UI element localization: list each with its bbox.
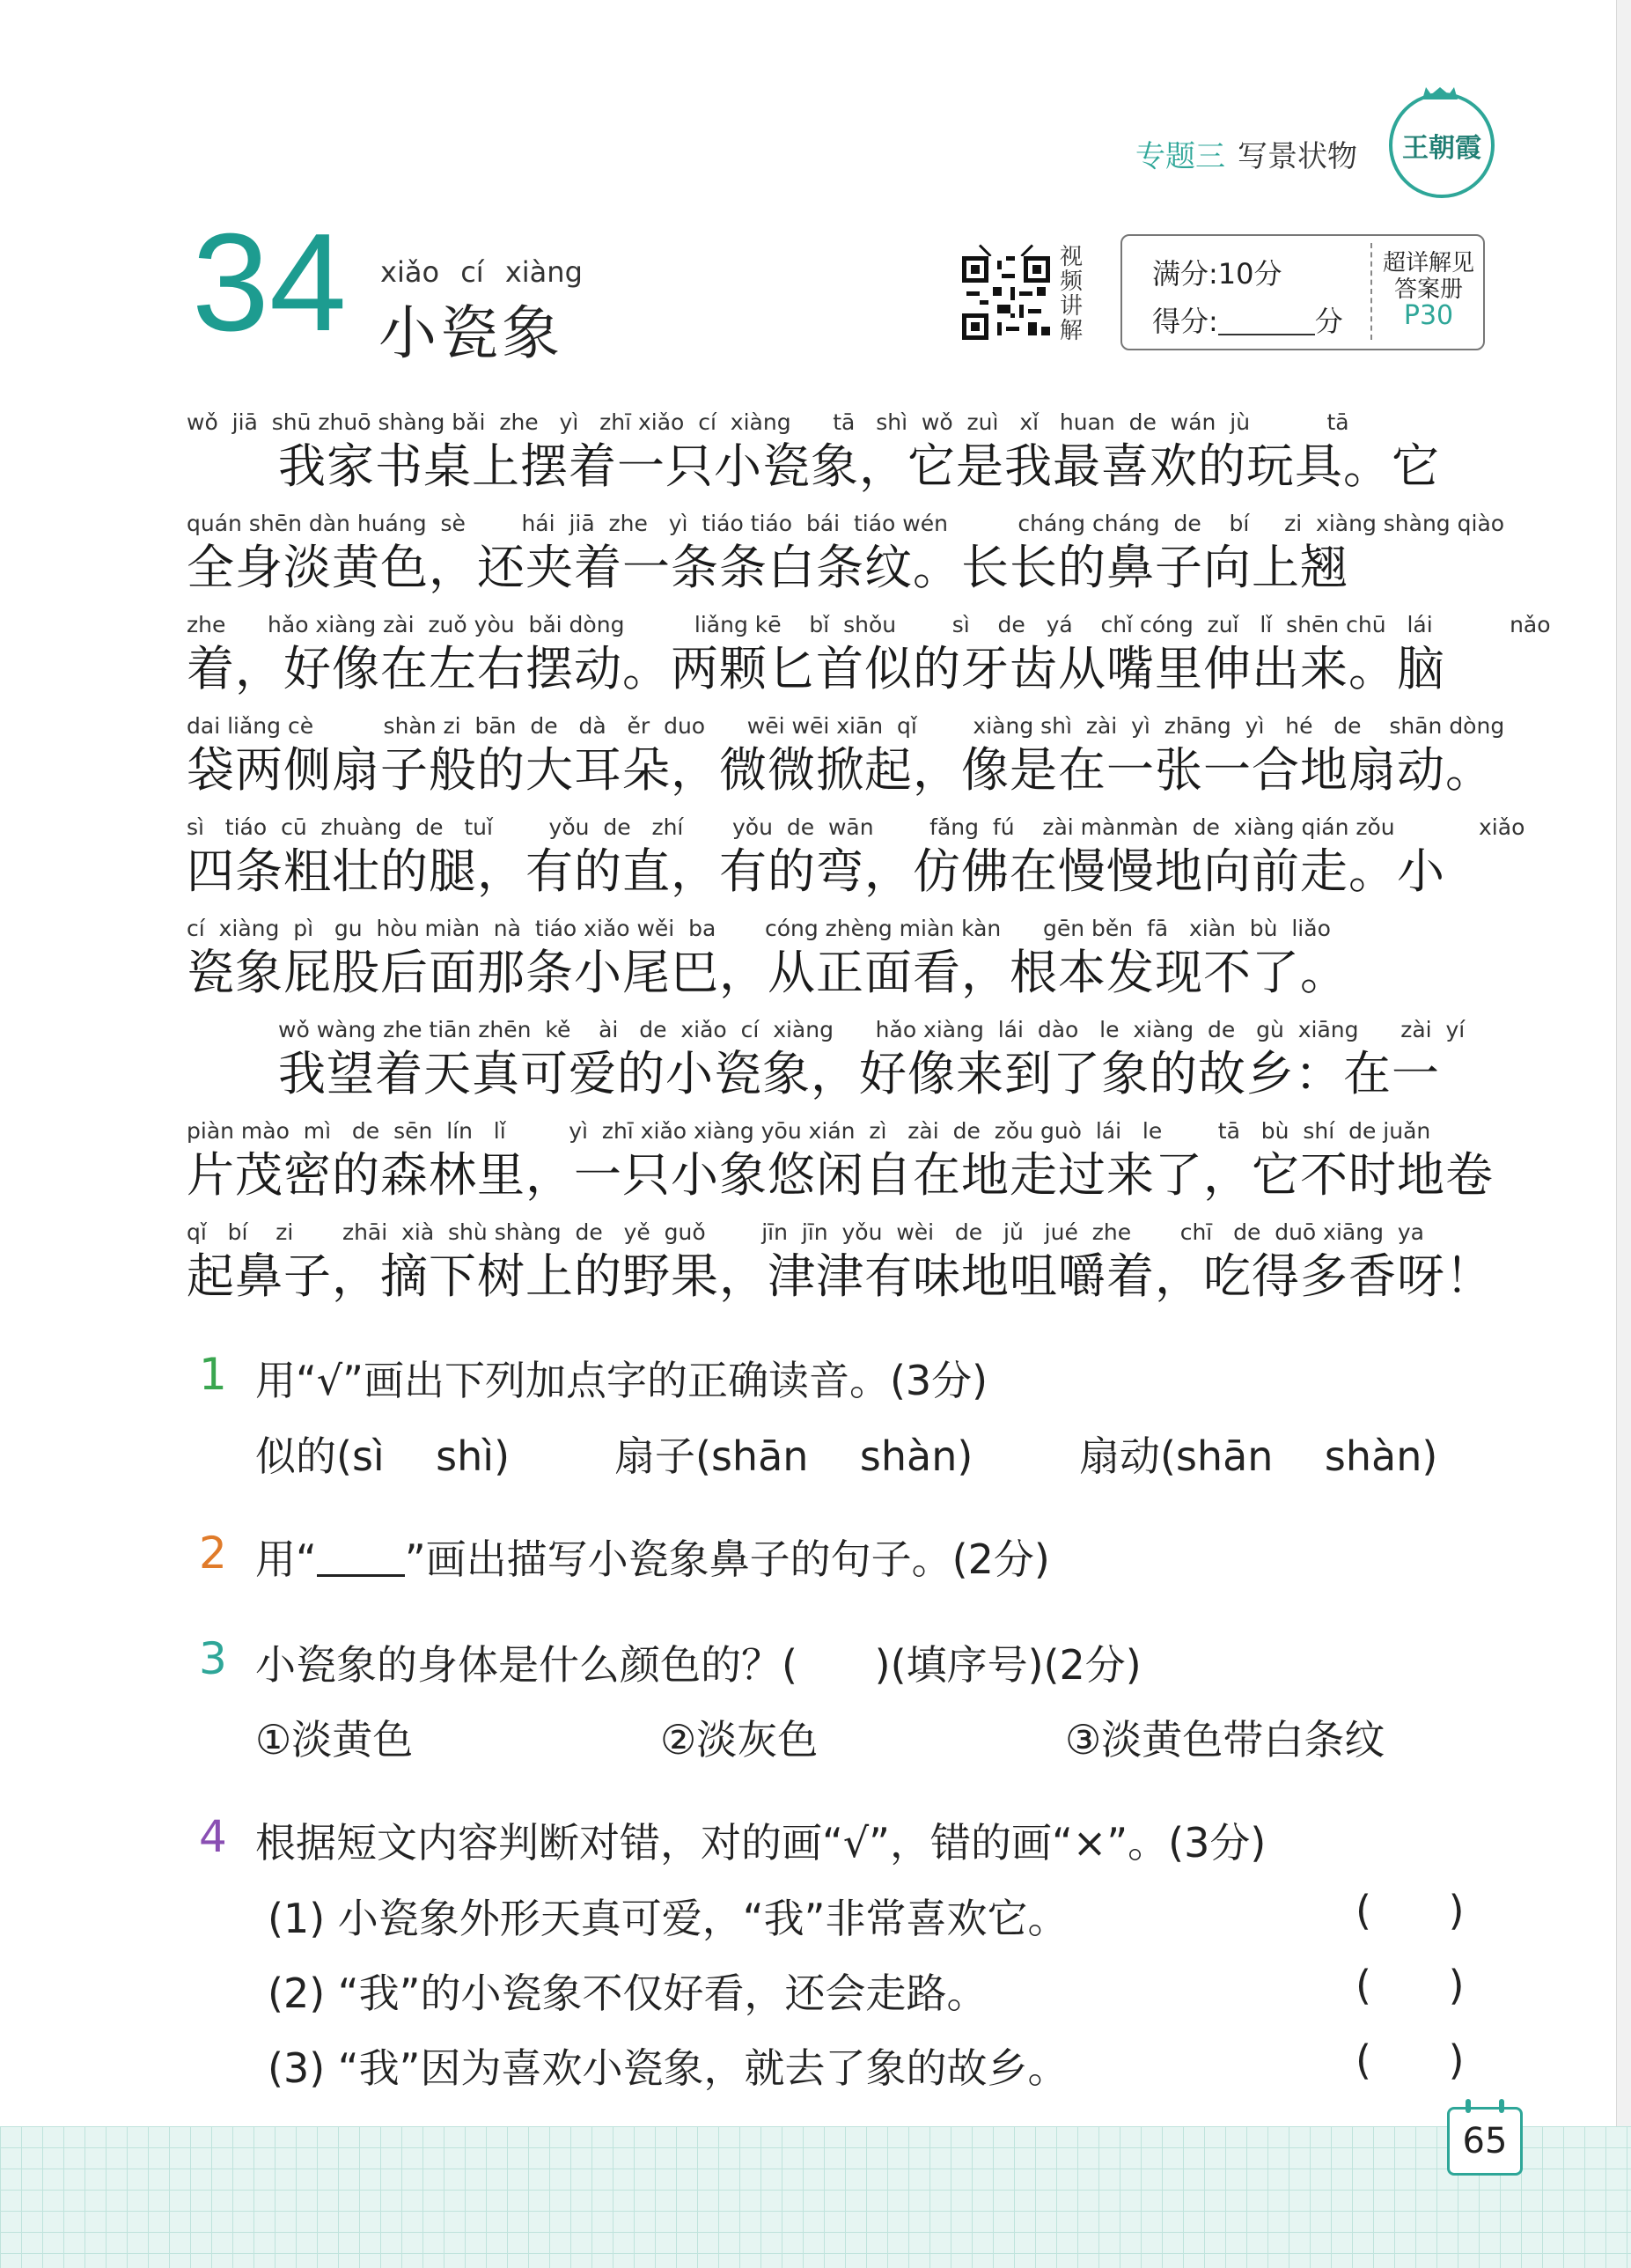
pinyin-line: qǐ bí zi zhāi xià shù shàng de yě guǒ jīn jīn yǒu wèi de jǔ jué zhe chī de duō xiāng ya (187, 1219, 1424, 1245)
text-line: 四条粗壮的腿，有的直，有的弯，仿佛在慢慢地向前走。小 (187, 843, 1445, 899)
question-number-2: 2 (199, 1528, 227, 1579)
question-1-option-2[interactable]: 扇子(shān shàn) (614, 1432, 973, 1480)
text-line: 片茂密的森林里，一只小象悠闲自在地走过来了，它不时地卷 (187, 1147, 1494, 1203)
question-number-1: 1 (199, 1349, 227, 1400)
text-line: 我望着天真可爱的小瓷象，好像来到了象的故乡：在一 (278, 1046, 1440, 1101)
passage-line (187, 914, 1484, 1005)
topic-label: 专题三 (1135, 139, 1225, 174)
question-1-option-1[interactable]: 似的(sì shì) (255, 1432, 511, 1480)
question-2-text-b: ”画出描写小瓷象鼻子的句子。(2分) (404, 1535, 1050, 1583)
topic-name: 写景状物 (1238, 139, 1357, 174)
text-line: 全身淡黄色，还夹着一条条白条纹。长长的鼻子向上翘 (187, 540, 1348, 595)
pinyin-line: cí xiàng pì gu hòu miàn nà tiáo xiǎo wěi ba cóng zhèng miàn kàn gēn běn fā xiàn bù liǎo (187, 916, 1331, 941)
bottom-grid-band (0, 2126, 1631, 2268)
question-3-text: 小瓷象的身体是什么颜色的？( )(填序号)(2分) (255, 1641, 1142, 1689)
question-number-4: 4 (199, 1811, 227, 1862)
passage-line (187, 1116, 1494, 1208)
score-field (1152, 299, 1343, 340)
question-1-option-3[interactable]: 扇动(shān shàn) (1079, 1432, 1438, 1480)
question-3-option-3: ③淡黄色带白条纹 (1065, 1716, 1385, 1764)
question-3-option-2: ②淡灰色 (660, 1716, 819, 1764)
text-line: 瓷象屁股后面那条小尾巴，从正面看，根本发现不了。 (187, 945, 1348, 1000)
pinyin-line: zhe hǎo xiàng zài zuǒ yòu bǎi dòng liǎng kē bǐ shǒu sì de yá chǐ cóng zuǐ lǐ shēn chū lái nǎo (187, 612, 1551, 637)
lesson-number: 34 (192, 205, 347, 360)
question-number-3: 3 (199, 1633, 227, 1684)
text-line: 着，好像在左右摆动。两颗匕首似的牙齿从嘴里伸出来。脑 (187, 641, 1445, 696)
answer-ref-page: P30 (1403, 300, 1454, 331)
pinyin-line: wǒ jiā shū zhuō shàng bǎi zhe yì zhī xiǎo cí xiàng tā shì wǒ zuì xǐ huan de wán jù tā (187, 409, 1349, 435)
score-label: 得分: (1152, 305, 1218, 338)
answer-reference (1379, 250, 1478, 329)
score-divider (1370, 243, 1372, 340)
qr-code-icon[interactable] (958, 242, 1054, 341)
answer-ref-line2: 答案册 (1393, 276, 1463, 303)
score-unit: 分 (1314, 305, 1343, 338)
answer-paren[interactable]: ( ) (1355, 1962, 1465, 2009)
text-line: 起鼻子，摘下树上的野果，津津有味地咀嚼着，吃得多香呀！ (187, 1248, 1494, 1304)
passage-line (187, 610, 1551, 702)
passage-line (187, 408, 1484, 499)
pinyin-line: sì tiáo cū zhuàng de tuǐ yǒu de zhí yǒu de wān fǎng fú zài mànmàn de xiàng qián zǒu xiǎo (187, 814, 1525, 840)
page-edge (1616, 0, 1631, 2268)
question-3-option-1: ①淡黄色 (255, 1716, 414, 1764)
page-number (1447, 2107, 1523, 2176)
topic-header (1135, 132, 1357, 175)
brand-logo (1389, 92, 1495, 198)
score-box (1120, 234, 1485, 350)
crown-icon (1422, 87, 1458, 99)
pinyin-line: dai liǎng cè shàn zi bān de dà ěr duo wēi wēi xiān qǐ xiàng shì zài yì zhāng yì hé de shān dòng (187, 713, 1505, 739)
answer-paren[interactable]: ( ) (1355, 1887, 1465, 1934)
qr-label: 视频讲解 (1060, 244, 1084, 344)
passage-line (187, 1015, 1484, 1107)
question-1-text: 用“√”画出下列加点字的正确读音。(3分) (255, 1357, 988, 1404)
question-2-text-a: 用“ (255, 1535, 317, 1583)
text-line: 袋两侧扇子般的大耳朵，微微掀起，像是在一张一合地扇动。 (187, 742, 1494, 798)
answer-paren[interactable]: ( ) (1355, 2036, 1465, 2084)
lesson-title: 小瓷象 (378, 299, 563, 367)
logo-text: 王朝霞 (1402, 133, 1481, 164)
pinyin-line: quán shēn dàn huáng sè hái jiā zhe yì tiáo tiáo bái tiáo wén cháng cháng de bí zi xiàng shàng qiào (187, 511, 1505, 536)
underline-sample (317, 1548, 405, 1577)
passage-line (187, 813, 1525, 904)
passage-line (187, 711, 1505, 803)
question-4-item: (2) “我”的小瓷象不仅好看，还会走路。 (268, 1970, 988, 2017)
pinyin-line: piàn mào mì de sēn lín lǐ yì zhī xiǎo xiàng yōu xián zì zài de zǒu guò lái le tā bù shí de juǎn (187, 1118, 1431, 1144)
question-2-text (255, 1528, 1050, 1586)
question-4-item: (3) “我”因为喜欢小瓷象，就去了象的故乡。 (268, 2044, 1069, 2092)
full-score: 满分:10分 (1152, 257, 1282, 291)
lesson-title-pinyin: xiǎo cí xiàng (380, 255, 583, 289)
question-4-text: 根据短文内容判断对错，对的画“√”，错的画“×”。(3分) (255, 1819, 1267, 1867)
passage-line (187, 509, 1505, 600)
answer-ref-line1: 超详解见 (1382, 250, 1474, 276)
passage-line (187, 1218, 1494, 1309)
text-line: 我家书桌上摆着一只小瓷象，它是我最喜欢的玩具。它 (278, 438, 1440, 494)
question-4-item: (1) 小瓷象外形天真可爱，“我”非常喜欢它。 (268, 1895, 1069, 1942)
pinyin-line: wǒ wàng zhe tiān zhēn kě ài de xiǎo cí xiàng hǎo xiàng lái dào le xiàng de gù xiāng zài yí (278, 1017, 1466, 1042)
score-blank[interactable] (1218, 311, 1315, 335)
page-number-text: 65 (1462, 2121, 1508, 2161)
